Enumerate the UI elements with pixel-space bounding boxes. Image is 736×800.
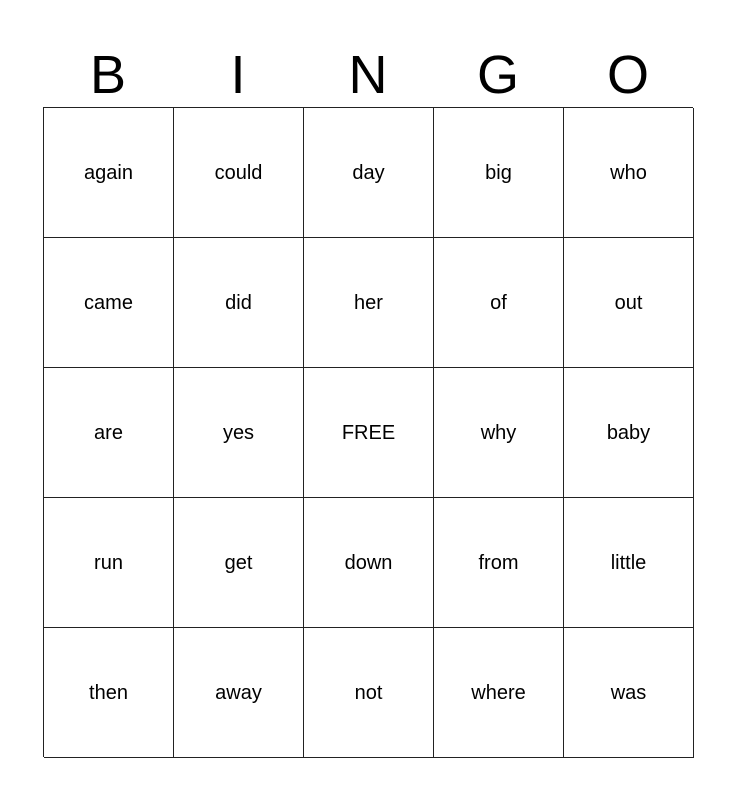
bingo-header <box>43 44 693 106</box>
bingo-cell[interactable]: big <box>434 108 564 238</box>
bingo-cell[interactable]: get <box>174 498 304 628</box>
bingo-cell[interactable]: day <box>304 108 434 238</box>
bingo-cell[interactable]: who <box>564 108 694 238</box>
bingo-cell[interactable]: her <box>304 238 434 368</box>
bingo-cell[interactable]: not <box>304 628 434 758</box>
header-letter-i: I <box>230 45 246 105</box>
bingo-cell[interactable]: baby <box>564 368 694 498</box>
bingo-cell[interactable]: down <box>304 498 434 628</box>
header-letter-o: O <box>606 45 649 105</box>
bingo-cell[interactable]: again <box>44 108 174 238</box>
bingo-cell[interactable]: from <box>434 498 564 628</box>
free-space-cell[interactable]: FREE <box>304 368 434 498</box>
bingo-cell[interactable]: of <box>434 238 564 368</box>
bingo-board <box>43 107 693 757</box>
bingo-cell[interactable]: little <box>564 498 694 628</box>
header-letter-n: N <box>348 45 388 105</box>
bingo-cell[interactable]: could <box>174 108 304 238</box>
header-letter-b: B <box>89 45 127 105</box>
bingo-cell[interactable]: then <box>44 628 174 758</box>
bingo-cell[interactable]: away <box>174 628 304 758</box>
bingo-cell[interactable]: out <box>564 238 694 368</box>
bingo-cell[interactable]: was <box>564 628 694 758</box>
bingo-cell[interactable]: came <box>44 238 174 368</box>
bingo-cell[interactable]: yes <box>174 368 304 498</box>
bingo-cell[interactable]: are <box>44 368 174 498</box>
bingo-cell[interactable]: why <box>434 368 564 498</box>
bingo-cell[interactable]: where <box>434 628 564 758</box>
bingo-cell[interactable]: run <box>44 498 174 628</box>
header-letter-g: G <box>476 45 519 105</box>
bingo-cell[interactable]: did <box>174 238 304 368</box>
